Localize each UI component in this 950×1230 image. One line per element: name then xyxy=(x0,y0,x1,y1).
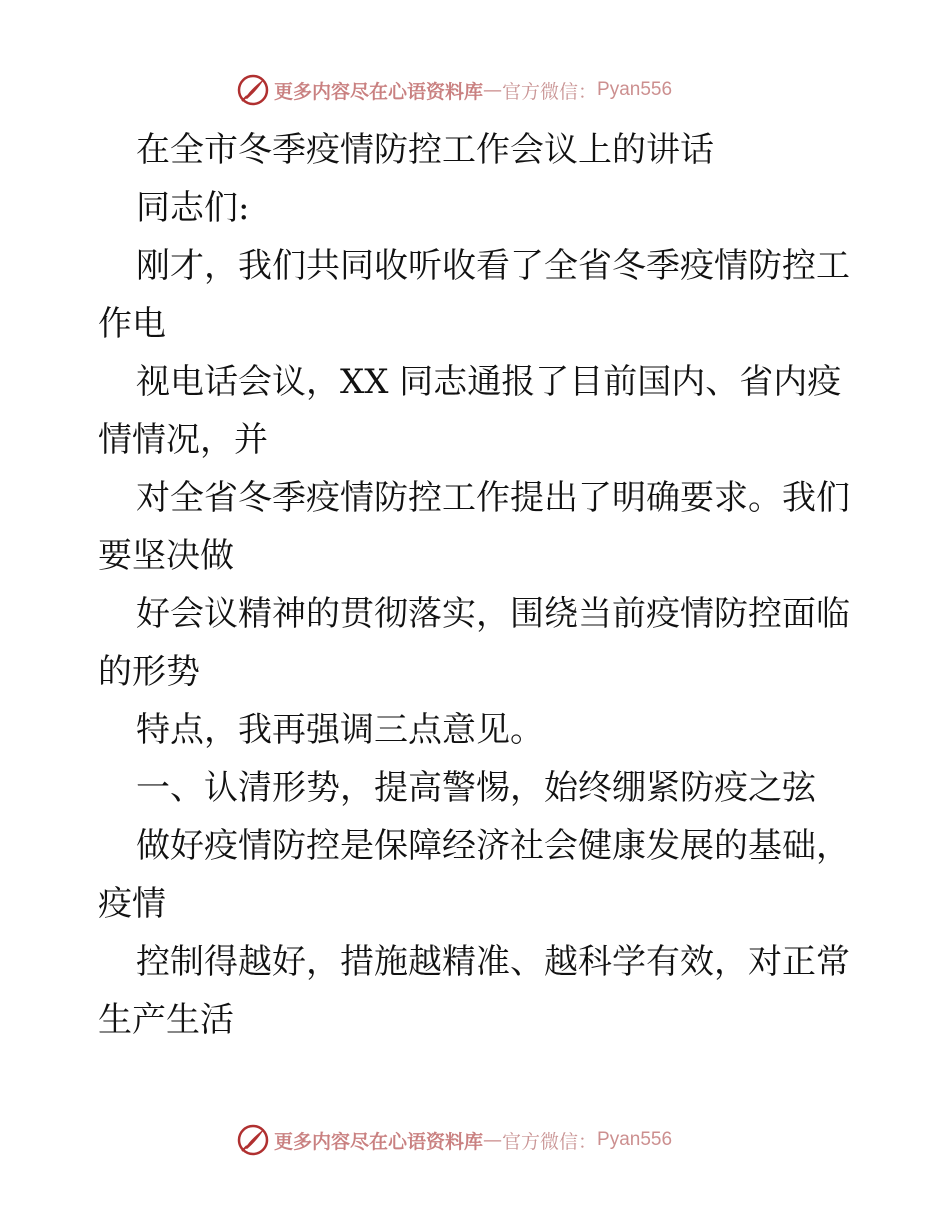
section-heading: 一、认清形势，提高警惕，始终绷紧防疫之弦 xyxy=(136,768,816,808)
paragraph-line: 的形势 xyxy=(98,652,200,692)
document-title: 在全市冬季疫情防控工作会议上的讲话 xyxy=(136,130,714,170)
paragraph-line: 情情况，并 xyxy=(98,420,268,460)
paragraph-line: 刚才，我们共同收听收看了全省冬季疫情防控工 xyxy=(136,246,850,286)
watermark-dash: — xyxy=(483,79,503,101)
paragraph-line: 好会议精神的贯彻落实，围绕当前疫情防控面临 xyxy=(136,594,850,634)
watermark-main-text: 更多内容尽在心语资料库 xyxy=(274,80,484,103)
watermark-id: Pyan556 xyxy=(597,79,673,100)
salutation: 同志们: xyxy=(136,188,250,228)
paragraph-line: 对全省冬季疫情防控工作提出了明确要求。我们 xyxy=(136,478,850,518)
quill-logo-icon xyxy=(236,1123,270,1157)
paragraph-line: 做好疫情防控是保障经济社会健康发展的基础， xyxy=(136,826,850,866)
paragraph-line: 视电话会议，XX 同志通报了目前国内、省内疫 xyxy=(136,362,842,402)
paragraph-line: 作电 xyxy=(98,304,166,344)
paragraph-line: 疫情 xyxy=(98,884,166,924)
watermark-id: Pyan556 xyxy=(597,1129,673,1150)
watermark-dash: — xyxy=(483,1129,503,1151)
paragraph-line: 控制得越好，措施越精准、越科学有效，对正常 xyxy=(136,942,850,982)
header-watermark xyxy=(236,72,672,108)
watermark-sub-text: 官方微信： xyxy=(502,80,598,103)
watermark-main-text: 更多内容尽在心语资料库 xyxy=(274,1130,484,1153)
paragraph-line: 生产生活 xyxy=(98,1000,234,1040)
paragraph-line: 要坚决做 xyxy=(98,536,234,576)
paragraph-line: 特点，我再强调三点意见。 xyxy=(136,710,544,750)
quill-logo-icon xyxy=(236,73,270,107)
footer-watermark xyxy=(236,1122,672,1158)
watermark-sub-text: 官方微信： xyxy=(502,1130,598,1153)
